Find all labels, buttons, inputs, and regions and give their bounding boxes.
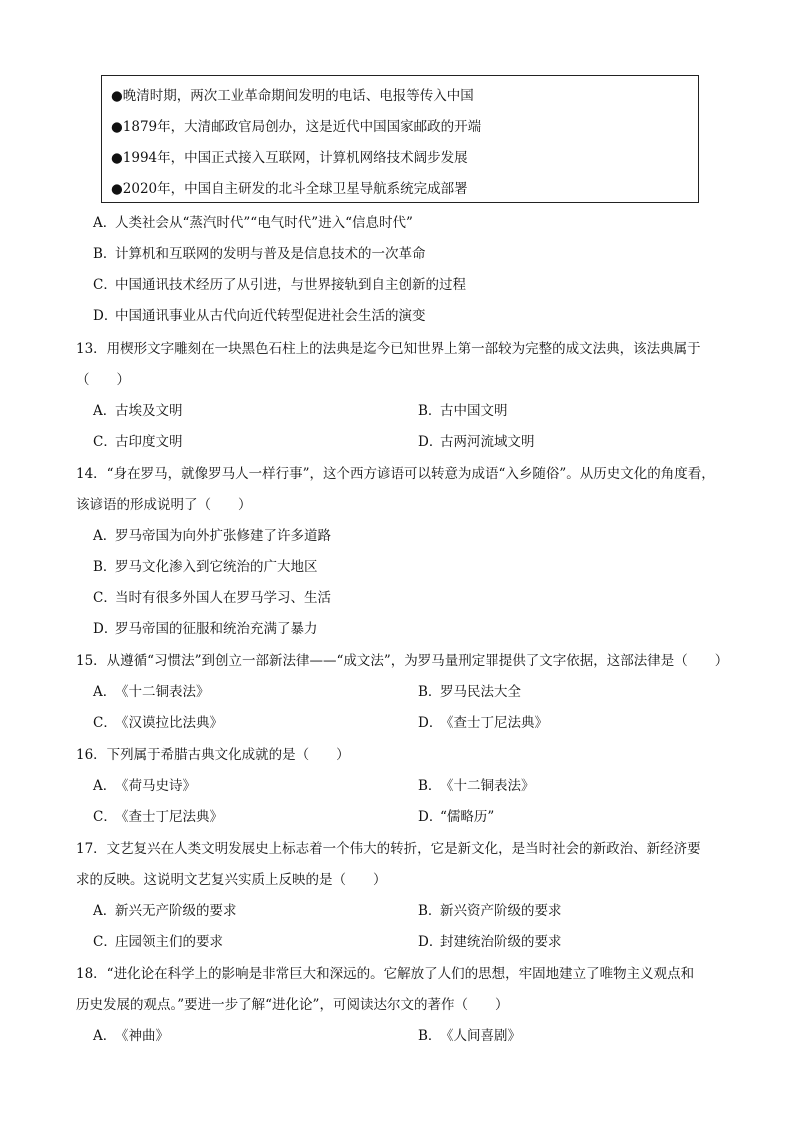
option-text: 《汉谟拉比法典》	[115, 715, 223, 731]
q13-option-d[interactable]	[418, 430, 535, 450]
q15-stem: 15．从遵循“习惯法”到创立一部新法律——“成文法”，为罗马量刑定罪提供了文字依据，这部法律是（ ）	[76, 653, 729, 669]
option-label: A．	[93, 403, 117, 419]
q13-stem: 13．用楔形文字雕刻在一块黑色石柱上的法典是迄今已知世界上第一部较为完整的成文法典，该法典属于	[76, 341, 701, 357]
q16-option-d[interactable]	[418, 805, 494, 825]
q17-stem: 17．文艺复兴在人类文明发展史上标志着一个伟大的转折，它是新文化，是当时社会的新政治、新经济要	[76, 841, 701, 857]
q14-option-c[interactable]	[93, 586, 331, 606]
q15-option-c[interactable]	[93, 711, 223, 731]
option-text: 封建统治阶级的要求	[440, 934, 562, 950]
option-text: “儒略历”	[440, 809, 495, 825]
q15-option-a[interactable]	[93, 680, 210, 700]
q13-option-a[interactable]	[93, 399, 183, 419]
option-text: 计算机和互联网的发明与普及是信息技术的一次革命	[115, 246, 426, 262]
option-text: 人类社会从“蒸汽时代”“电气时代”进入“信息时代”	[115, 215, 413, 231]
option-label: C．	[93, 590, 117, 606]
q14-option-b[interactable]	[93, 555, 318, 575]
option-label: A．	[93, 684, 117, 700]
option-label: B．	[418, 1028, 442, 1044]
q17-option-a[interactable]	[93, 899, 237, 919]
option-text: 中国通讯事业从古代向近代转型促进社会生活的演变	[115, 308, 426, 324]
option-label: D．	[418, 809, 443, 825]
option-text: 《十二铜表法》	[115, 684, 210, 700]
option-text: 古印度文明	[115, 434, 183, 450]
option-label: A．	[93, 903, 117, 919]
option-text: 罗马文化渗入到它统治的广大地区	[115, 559, 318, 575]
option-label: B．	[418, 403, 442, 419]
option-label: A．	[93, 528, 117, 544]
option-label: D．	[418, 934, 443, 950]
option-text: 罗马帝国的征服和统治充满了暴力	[115, 621, 318, 637]
option-label: B．	[93, 559, 117, 575]
q18-stem: 18．“进化论在科学上的影响是非常巨大和深远的。它解放了人们的思想，牢固地建立了唯物主义观点和	[76, 966, 695, 982]
option-label: D．	[418, 715, 443, 731]
q17-option-c[interactable]	[93, 930, 223, 950]
option-label: B．	[93, 246, 117, 262]
context-box	[101, 75, 699, 203]
q17-option-b[interactable]	[418, 899, 562, 919]
option-label: C．	[93, 434, 117, 450]
option-text: 古埃及文明	[115, 403, 183, 419]
option-label: A．	[93, 778, 117, 794]
option-label: C．	[93, 277, 117, 293]
q16-option-c[interactable]	[93, 805, 223, 825]
q12-option-a[interactable]	[93, 211, 413, 231]
q13-option-c[interactable]	[93, 430, 183, 450]
q16-option-a[interactable]	[93, 774, 196, 794]
q16-option-b[interactable]	[418, 774, 535, 794]
q14-option-d[interactable]	[93, 617, 318, 637]
q17-option-d[interactable]	[418, 930, 562, 950]
q12-option-c[interactable]	[93, 273, 466, 293]
q12-option-d[interactable]	[93, 304, 426, 324]
option-text: 古中国文明	[440, 403, 508, 419]
option-label: D．	[93, 308, 118, 324]
q16-stem: 16．下列属于希腊古典文化成就的是（ ）	[76, 747, 350, 763]
option-text: 罗马民法大全	[440, 684, 521, 700]
option-label: B．	[418, 778, 442, 794]
option-text: 《十二铜表法》	[440, 778, 535, 794]
option-text: 《查士丁尼法典》	[115, 809, 223, 825]
option-text: 庄园领主们的要求	[115, 934, 223, 950]
q18-option-b[interactable]	[418, 1024, 521, 1044]
q13-option-b[interactable]	[418, 399, 508, 419]
option-text: 《荷马史诗》	[115, 778, 196, 794]
context-line: ●晚清时期，两次工业革命期间发明的电话、电报等传入中国	[111, 88, 474, 104]
option-text: 新兴无产阶级的要求	[115, 903, 237, 919]
option-label: C．	[93, 934, 117, 950]
context-line: ●2020年，中国自主研发的北斗全球卫星导航系统完成部署	[111, 181, 468, 197]
option-text: 当时有很多外国人在罗马学习、生活	[115, 590, 331, 606]
q15-option-b[interactable]	[418, 680, 521, 700]
q18-option-a[interactable]	[93, 1024, 169, 1044]
option-text: 中国通讯技术经历了从引进，与世界接轨到自主创新的过程	[115, 277, 466, 293]
option-label: A．	[93, 215, 117, 231]
option-text: 新兴资产阶级的要求	[440, 903, 562, 919]
q15-option-d[interactable]	[418, 711, 548, 731]
q17-stem-cont: 求的反映。这说明文艺复兴实质上反映的是（ ）	[76, 872, 387, 888]
option-label: D．	[418, 434, 443, 450]
option-label: C．	[93, 715, 117, 731]
option-label: D．	[93, 621, 118, 637]
option-label: C．	[93, 809, 117, 825]
context-line: ●1879年，大清邮政官局创办，这是近代中国国家邮政的开端	[111, 119, 482, 135]
q18-stem-cont: 历史发展的观点。”要进一步了解“进化论”，可阅读达尔文的著作（ ）	[76, 997, 509, 1013]
option-text: 罗马帝国为向外扩张修建了许多道路	[115, 528, 331, 544]
option-text: 《神曲》	[115, 1028, 169, 1044]
q14-stem: 14．“身在罗马，就像罗马人一样行事”，这个西方谚语可以转意为成语“入乡随俗”。从历史文化的角度看，	[76, 466, 715, 482]
q12-option-b[interactable]	[93, 242, 426, 262]
q13-stem-cont: （ ）	[76, 372, 130, 388]
option-text: 《人间喜剧》	[440, 1028, 521, 1044]
q14-stem-cont: 该谚语的形成说明了（ ）	[76, 497, 252, 513]
option-text: 古两河流域文明	[440, 434, 535, 450]
option-label: B．	[418, 903, 442, 919]
option-label: A．	[93, 1028, 117, 1044]
q14-option-a[interactable]	[93, 524, 331, 544]
option-text: 《查士丁尼法典》	[440, 715, 548, 731]
option-label: B．	[418, 684, 442, 700]
context-line: ●1994年，中国正式接入互联网，计算机网络技术阔步发展	[111, 150, 468, 166]
